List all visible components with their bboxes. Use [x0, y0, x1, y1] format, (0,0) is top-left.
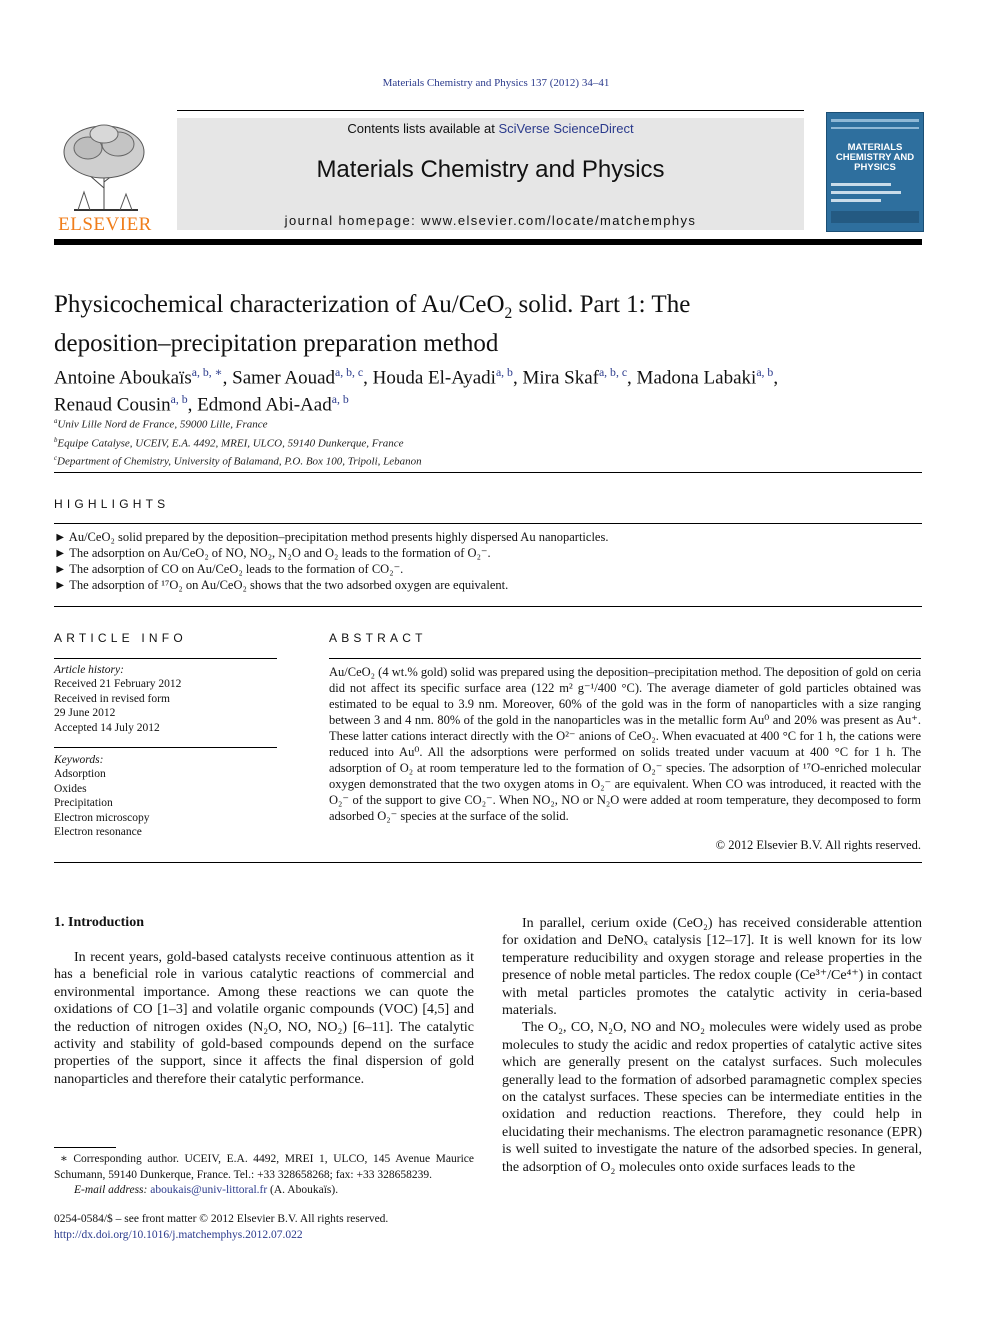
section-rule — [54, 523, 922, 524]
keyword-item: Electron microscopy — [54, 811, 150, 824]
highlights-list — [54, 529, 920, 593]
author-name[interactable]: Renaud Cousin — [54, 394, 171, 416]
section-rule — [54, 747, 277, 748]
history-item: Accepted 14 July 2012 — [54, 721, 160, 734]
highlight-item: ► The adsorption on Au/CeO₂ of NO, NO₂, N₂O and O₂ leads to the formation of O₂⁻. — [54, 546, 491, 560]
section-rule — [54, 472, 922, 473]
article-info-heading: ARTICLE INFO — [54, 631, 187, 645]
author-affiliation-marks[interactable]: a, b — [756, 366, 774, 379]
author-name[interactable]: Antoine Aboukaïs — [54, 367, 192, 389]
email-suffix: (A. Aboukaïs). — [267, 1184, 339, 1197]
issn-line: 0254-0584/$ – see front matter © 2012 Elsevier B.V. All rights reserved. — [54, 1213, 389, 1225]
body-paragraph: In parallel, cerium oxide (CeO₂) has received considerable attention for oxidation and DeNOₓ catalysis [12–17]. It is well known for its low temperature reducibility and oxygen storage and release properties in the presence of noble metal particles. The redox couple (Ce³⁺/Ce⁴⁺) in contact with metal particles promotes the catalytic activity in ceria-based materials. — [502, 916, 922, 1019]
email-link[interactable]: aboukais@univ-littoral.fr — [150, 1184, 268, 1197]
affiliations — [54, 414, 914, 470]
journal-name: Materials Chemistry and Physics — [316, 156, 665, 183]
history-item: 29 June 2012 — [54, 707, 116, 720]
abstract-text: Au/CeO₂ (4 wt.% gold) solid was prepared using the deposition–precipitation method. The deposition of gold on ceria did not affect its specific surface area (122 m² g⁻¹/400 °C). The average diameter of gold particles obtained was estimated to be equal to 3.9 nm. Moreover, 60% of the gold was in the form of nanoparticles with a size ranging between 3 and 4 nm. 80% of the gold in the nanoparticles was in the metallic form Au⁰ and 20% was present as Au⁺. These latter cations interact directly with the O²⁻ anions of CeO₂. When evacuated at 400 °C for 1 h, the cations were reduced into Au⁰. All the adsorptions were performed on solids treated under vacuum at 400 °C for 1 h. The adsorption of O₂ at room temperature led to the formation of O₂⁻ species. The adsorption of ¹⁷O-enriched molecular oxygen demonstrated that the two oxygen atoms in O₂⁻ are equivalent. When CO was introduced, it reacted with the O₂⁻ of the support to give CO₂⁻. When NO₂, NO or N₂O were added at room temperature, they decomposed to form adsorbed O₂⁻ species at the surface of the solid. — [329, 665, 921, 823]
author-name[interactable]: Edmond Abi-Aad — [197, 394, 332, 416]
contents-line — [177, 121, 804, 136]
history-item: Received 21 February 2012 — [54, 678, 182, 691]
body-paragraph: In recent years, gold-based catalysts receive continuous attention as it has a beneficial role in various catalytic reactions of commercial and environmental importance. Among these reactions we can quote the oxidations of CO [1–3] and volatile organic compounds (VOC) [4,5] and the reduction of nitrogen oxides (N₂O, NO, NO₂) [6–11]. The catalytic activity and stability of gold-based compounds depend on the surface properties of the support, since it affects the final dispersion of gold nanoparticles and therefore their catalytic performance. — [54, 950, 474, 1087]
affiliation-key: b — [54, 436, 58, 444]
history-item: Received in revised form — [54, 692, 170, 705]
section-rule — [54, 606, 922, 607]
front-matter — [54, 1212, 388, 1243]
copyright: © 2012 Elsevier B.V. All rights reserved. — [715, 838, 921, 852]
history-label: Article history: — [54, 664, 124, 676]
elsevier-wordmark: ELSEVIER — [58, 214, 152, 235]
title-part: solid. Part 1: The — [512, 291, 691, 318]
author-name[interactable]: Madona Labaki — [636, 367, 757, 389]
cover-title: MATERIALS CHEMISTRY AND PHYSICS — [835, 142, 915, 173]
keyword-item: Adsorption — [54, 768, 106, 781]
journal-reference[interactable]: Materials Chemistry and Physics 137 (2012) 34–41 — [382, 77, 610, 89]
author-affiliation-marks[interactable]: a, b — [331, 393, 349, 407]
footnote-text: ∗ Corresponding author. UCEIV, E.A. 4492, MREI 1, ULCO, 145 Avenue Maurice Schumann, 59140 Dunkerque, France. Tel.: +33 328658268; fax: +33 328658239. — [54, 1153, 474, 1181]
author-name[interactable]: Mira Skaf — [522, 367, 599, 389]
author-list: Antoine Aboukaïs$^{a, b, ∗}$, Samer Aouad$^{a, b, c}$, Houda El-Ayadi$^{a, b}$, Mira Skaf$^{a, b, c}$, Madona Labaki$^{a, b}$, Renaud Cousin$^{a, b}$, Edmond Abi-Aad$^{a, b}$ — [54, 366, 779, 416]
affiliation-text: Equipe Catalyse, UCEIV, E.A. 4492, MREI, ULCO, 59140 Dunkerque, France — [57, 437, 404, 450]
email-line — [54, 1183, 474, 1199]
keyword-item: Oxides — [54, 782, 87, 795]
author-name[interactable]: Houda El-Ayadi — [372, 367, 496, 389]
author-affiliation-marks[interactable]: a, b — [495, 366, 513, 379]
contents-prefix: Contents lists available at — [347, 121, 499, 136]
journal-homepage-link[interactable]: journal homepage: www.elsevier.com/locate/matchemphys — [284, 213, 697, 228]
sciencedirect-link[interactable]: SciVerse ScienceDirect — [498, 121, 634, 136]
author-affiliation-marks[interactable]: a, b, c — [598, 366, 628, 379]
affiliation-text: Univ Lille Nord de France, 59000 Lille, France — [57, 418, 268, 431]
header-thick-rule — [54, 239, 922, 245]
header-rule — [177, 110, 804, 111]
keywords — [54, 753, 277, 839]
highlight-item: ► The adsorption of CO on Au/CeO₂ leads to the formation of CO₂⁻. — [54, 562, 404, 576]
elsevier-logo[interactable] — [54, 118, 156, 236]
corresponding-author-footnote — [54, 1152, 474, 1199]
title-part: Physicochemical characterization of Au/CeO — [54, 291, 505, 318]
author-name[interactable]: Samer Aouad — [232, 367, 336, 389]
affiliation-key: a — [54, 418, 58, 425]
affiliation-item — [54, 414, 914, 433]
affiliation-item — [54, 451, 914, 470]
journal-cover-thumbnail[interactable] — [826, 112, 924, 232]
highlight-item: ► Au/CeO₂ solid prepared by the deposition–precipitation method presents highly dispersed Au nanoparticles. — [54, 530, 609, 544]
affiliation-text: Department of Chemistry, University of Balamand, P.O. Box 100, Tripoli, Lebanon — [57, 455, 422, 468]
author-affiliation-marks[interactable]: a, b, ∗ — [191, 366, 223, 379]
section-rule — [54, 658, 277, 659]
keyword-item: Precipitation — [54, 797, 113, 810]
section-rule — [54, 862, 922, 863]
keywords-label: Keywords: — [54, 754, 104, 766]
introduction-heading: 1. Introduction — [54, 915, 144, 930]
title-subscript: 2 — [504, 305, 513, 322]
footnote-rule — [54, 1147, 116, 1148]
affiliation-key: c — [54, 455, 58, 463]
article-title — [54, 290, 914, 359]
title-line-2: deposition–precipitation preparation method — [54, 330, 499, 357]
body-column-left — [54, 949, 474, 1088]
author-affiliation-marks[interactable]: a, b — [170, 393, 188, 407]
elsevier-tree-icon — [54, 118, 156, 214]
email-label: E-mail address: — [74, 1184, 151, 1197]
section-rule — [329, 658, 921, 659]
author-affiliation-marks[interactable]: a, b, c — [335, 366, 364, 379]
highlight-item: ► The adsorption of ¹⁷O₂ on Au/CeO₂ shows that the two adsorbed oxygen are equivalent. — [54, 578, 509, 592]
article-history — [54, 663, 277, 735]
affiliation-item — [54, 433, 914, 452]
body-column-right — [502, 915, 922, 1176]
doi-link[interactable]: http://dx.doi.org/10.1016/j.matchemphys.2012.07.022 — [54, 1228, 303, 1241]
abstract-heading: ABSTRACT — [329, 631, 427, 645]
highlights-heading: HIGHLIGHTS — [54, 497, 170, 511]
body-paragraph: The O₂, CO, N₂O, NO and NO₂ molecules were widely used as probe molecules to study the acidic and redox properties of catalytic active sites which are generally present on the catalyst surfaces. Such molecules generally lead to the formation of adsorbed paramagnetic complex species on the catalyst surfaces. These species can be intermediate entities in the oxidation and reduction reactions. Therefore, they could help in elucidating their mechanisms. The electron paramagnetic resonance (EPR) is well suited to investigate the nature of the adsorbed species. In general, the adsorption of O₂ molecules onto oxide surfaces leads to the — [502, 1020, 922, 1175]
keyword-item: Electron resonance — [54, 826, 142, 839]
